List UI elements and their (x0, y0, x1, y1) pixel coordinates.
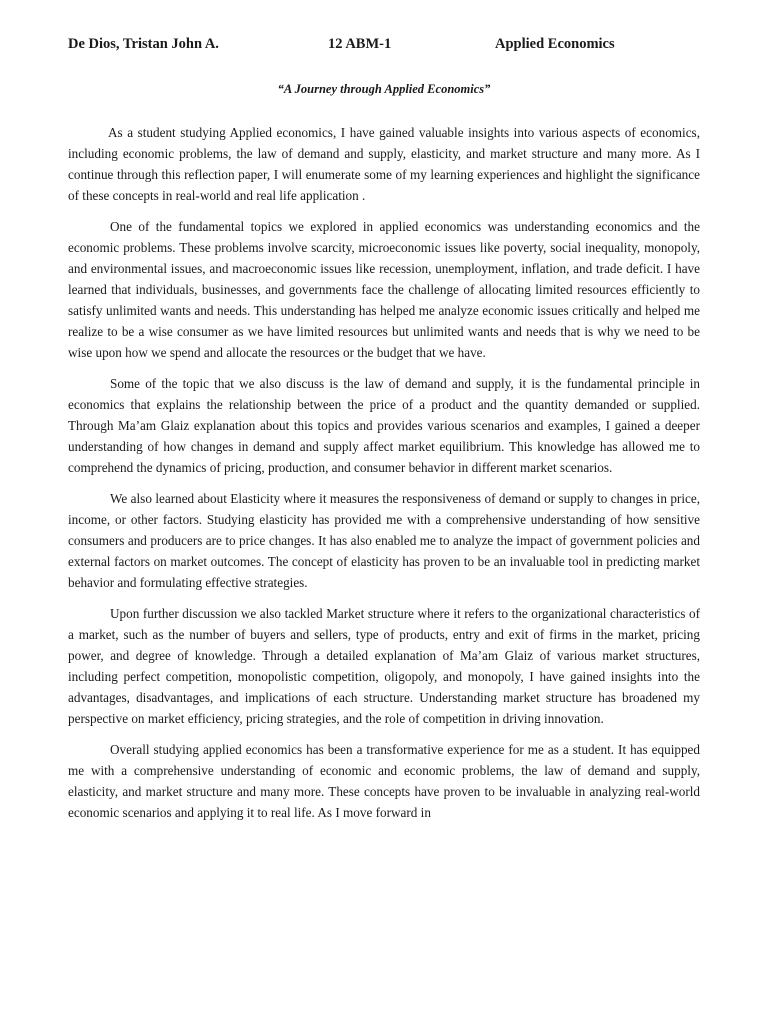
subject-name: Applied Economics (495, 36, 615, 52)
paragraph: Overall studying applied economics has been a transformative experience for me as a student. It has equipped me with a comprehensive understanding of economic and economic problems, the law of demand and supply, elasticity, and market structure and many more. These concepts have proven to be invaluable in analyzing real-world economic scenarios and applying it to real life. As I move forward in (68, 742, 700, 820)
student-name: De Dios, Tristan John A. (68, 36, 219, 52)
paragraph: As a student studying Applied economics, I have gained valuable insights into various aspects of economics, including economic problems, the law of demand and supply, elasticity, and market structure and many more. As I continue through this reflection paper, I will enumerate some of my learning experiences and highlight the significance of these concepts in real-world and real life application . (68, 125, 700, 203)
student-section: 12 ABM-1 (328, 36, 392, 52)
paragraph: Upon further discussion we also tackled Market structure where it refers to the organizational characteristics of a market, such as the number of buyers and sellers, type of products, entry and exit of firms in the market, pricing power, and degree of knowledge. Through a detailed explanation of Ma’am Glaiz of various market structures, including perfect competition, monopolistic competition, oligopoly, and monopoly, I have gained insights into the advantages, disadvantages, and implications of each structure. Understanding market structure has broadened my perspective on market efficiency, pricing strategies, and the role of competition in driving innovation. (68, 606, 700, 726)
page-header (68, 36, 708, 56)
paper-title: “A Journey through Applied Economics” (277, 82, 491, 96)
paragraph: Some of the topic that we also discuss is the law of demand and supply, it is the fundamental principle in economics that explains the relationship between the price of a product and the quantity demanded or supplied. Through Ma’am Glaiz explanation about this topics and provides various scenarios and examples, I gained a deeper understanding of how changes in demand and supply affect market equilibrium. This knowledge has allowed me to comprehend the dynamics of pricing, production, and consumer behavior in different market scenarios. (68, 376, 700, 475)
paragraph: One of the fundamental topics we explored in applied economics was understanding economics and the economic problems. These problems involve scarcity, microeconomic issues like poverty, social inequality, monopoly, and environmental issues, and macroeconomic issues like recession, unemployment, inflation, and trade deficit. I have learned that individuals, businesses, and governments face the challenge of allocating limited resources efficiently to satisfy unlimited wants and needs. This understanding has helped me analyze economic issues critically and helped me realize to be a wise consumer as we have limited resources but unlimited wants and needs that is why we need to be wise upon how we spend and allocate the resources or the budget that we have. (68, 219, 700, 360)
paper-body (68, 122, 700, 833)
paragraph: We also learned about Elasticity where it measures the responsiveness of demand or supply to changes in price, income, or other factors. Studying elasticity has provided me with a comprehensive understanding of how sensitive consumers and producers are to price changes. It has also enabled me to analyze the impact of government policies and external factors on market outcomes. The concept of elasticity has proven to be an invaluable tool in predicting market behavior and formulating effective strategies. (68, 491, 700, 590)
